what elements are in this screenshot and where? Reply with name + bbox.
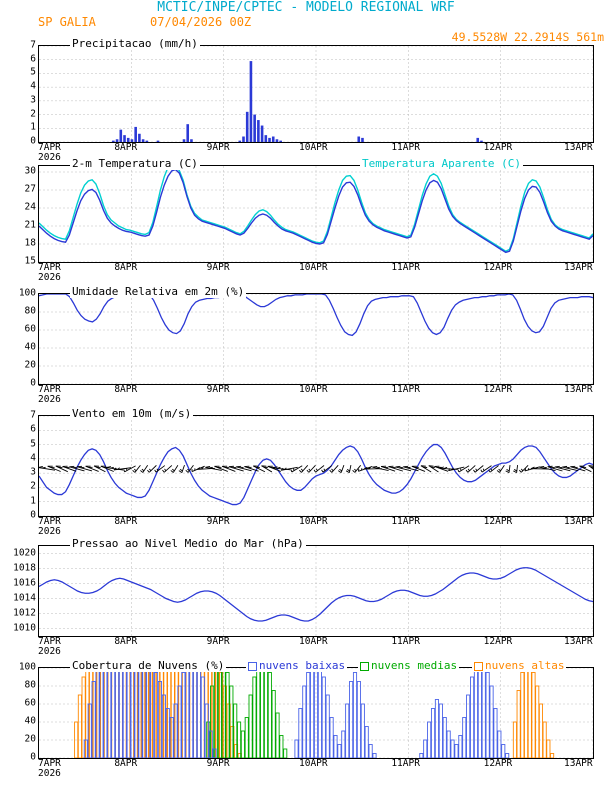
clouds-mid-label: nuvens medias <box>371 659 458 672</box>
clouds-xtick: 12APR <box>483 758 513 769</box>
wind-barb <box>307 465 316 472</box>
cloud-bar <box>443 718 446 759</box>
pressure-xtick: 8APR <box>114 636 138 647</box>
clouds-high-label: nuvens altas <box>485 659 565 672</box>
wind-barb <box>513 465 517 473</box>
pressure-ytick: 1012 <box>13 607 36 618</box>
temperature-ytick: 27 <box>24 183 36 195</box>
precipitation-xtick: 9APR <box>206 142 230 153</box>
clouds-plot <box>38 667 594 759</box>
panel-clouds <box>0 659 612 787</box>
pressure-xtick: 9APR <box>206 636 230 647</box>
cloud-bar <box>470 677 473 758</box>
humidity-xtick: 7APR <box>38 384 61 395</box>
pressure-xtick: 11APR <box>391 636 420 647</box>
wind-xtick: 10APR <box>299 516 328 527</box>
wind-barb <box>346 465 351 473</box>
pressure-ytick: 1016 <box>13 577 36 588</box>
cloud-bar <box>322 677 325 758</box>
precipitation-title: Precipitacao (mm/h) <box>72 37 198 50</box>
precipitation-ytick: 1 <box>30 121 36 133</box>
clouds-xtick: 10APR <box>299 758 328 769</box>
cloud-bar <box>326 695 329 758</box>
wind-barb <box>519 465 528 472</box>
cloud-bar <box>435 700 438 759</box>
wind-barb <box>222 466 235 471</box>
cloud-bar <box>268 673 271 759</box>
wind-barb <box>338 465 344 472</box>
cloud-bar <box>357 682 360 759</box>
humidity-title: Umidade Relativa em 2m (%) <box>72 285 245 298</box>
wind-xtick: 8APR <box>114 516 138 527</box>
humidity-xtick: 12APR <box>483 384 513 395</box>
clouds-ytick: 0 <box>30 751 36 763</box>
temperature-ytick: 21 <box>24 219 36 231</box>
precipitation-ytick: 3 <box>30 94 36 106</box>
cloud-bar <box>299 709 302 759</box>
cloud-bar <box>369 745 372 759</box>
clouds-xtick: 11APR <box>391 758 420 769</box>
clouds-title: Cobertura de Nuvens (%) <box>72 659 225 672</box>
temperature-xtick: 8APR <box>114 262 138 273</box>
cloud-bar <box>532 673 535 759</box>
page-title: MCTIC/INPE/CPTEC - MODELO REGIONAL WRF <box>157 0 455 15</box>
cloud-bar <box>424 740 427 758</box>
humidity-xtick: 9APR <box>206 384 230 395</box>
precipitation-canvas <box>39 46 593 142</box>
temperature-ytick: 30 <box>24 165 36 177</box>
precipitation-xtick: 7APR <box>38 142 61 153</box>
clouds-ytick: 40 <box>24 715 36 727</box>
precipitation-xtick: 11APR <box>391 142 420 153</box>
humidity-xtick: 11APR <box>391 384 420 395</box>
cloud-bar <box>455 745 458 759</box>
cloud-bar <box>451 740 454 758</box>
cloud-bar <box>272 691 275 759</box>
wind-year-label: 2026 <box>38 526 61 537</box>
temperature-xtick: 13APR <box>564 262 593 273</box>
wind-ytick: 0 <box>30 509 36 521</box>
pressure-xtick: 7APR <box>38 636 61 647</box>
cloud-bar <box>373 754 376 759</box>
clouds-low-legend <box>246 659 347 672</box>
panel-temperature <box>0 157 612 283</box>
pressure-title: Pressao ao Nivel Medio do Mar (hPa) <box>72 537 304 550</box>
clouds-canvas <box>39 668 593 758</box>
wind-barb <box>171 465 178 472</box>
temperature-year-label: 2026 <box>38 272 61 283</box>
precipitation-xtick: 8APR <box>114 142 138 153</box>
temperature-ytick: 15 <box>24 255 36 267</box>
pressure-ytick: 1010 <box>13 622 36 633</box>
wind-xtick: 11APR <box>391 516 420 527</box>
cloud-bar <box>318 668 321 758</box>
cloud-bar <box>249 695 252 758</box>
clouds-low-swatch <box>248 662 257 671</box>
wind-barb <box>179 465 185 472</box>
panel-humidity <box>0 285 612 405</box>
humidity-xtick: 10APR <box>299 384 328 395</box>
wind-ytick: 4 <box>30 452 36 464</box>
humidity-ytick: 40 <box>24 341 36 353</box>
precipitation-ytick: 5 <box>30 66 36 78</box>
humidity-plot <box>38 293 594 385</box>
clouds-ytick: 80 <box>24 679 36 691</box>
temperature-canvas <box>39 166 593 262</box>
pressure-xtick: 10APR <box>299 636 328 647</box>
run-date: 07/04/2026 00Z <box>150 15 252 29</box>
temperature-plot <box>38 165 594 263</box>
precipitation-ytick: 2 <box>30 108 36 120</box>
cloud-bar <box>365 727 368 759</box>
wind-barb <box>56 466 68 472</box>
wind-ytick: 5 <box>30 438 36 450</box>
pressure-xtick: 12APR <box>483 636 513 647</box>
clouds-xtick: 9APR <box>206 758 230 769</box>
cloud-bar <box>353 673 356 759</box>
humidity-xtick: 8APR <box>114 384 138 395</box>
cloud-bar <box>346 704 349 758</box>
cloud-bar <box>295 740 298 758</box>
cloud-bar <box>338 745 341 759</box>
cloud-bar <box>276 713 279 758</box>
pressure-canvas <box>39 546 593 636</box>
wind-plot <box>38 415 594 517</box>
cloud-bar <box>439 704 442 758</box>
cloud-bar <box>459 736 462 759</box>
cloud-bar <box>253 677 256 758</box>
cloud-bar <box>547 740 550 758</box>
cloud-bar <box>280 736 283 759</box>
apparent-temperature-legend: Temperatura Aparente (C) <box>362 157 521 170</box>
pressure-xtick: 13APR <box>564 636 593 647</box>
pressure-ytick: 1014 <box>13 592 36 603</box>
temperature-xtick: 9APR <box>206 262 230 273</box>
wind-ytick: 2 <box>30 480 36 492</box>
cloud-bar <box>478 668 481 758</box>
clouds-ytick: 20 <box>24 733 36 745</box>
precipitation-ytick: 6 <box>30 53 36 65</box>
humidity-xtick: 13APR <box>564 384 593 395</box>
cloud-bar <box>431 709 434 759</box>
precipitation-xtick: 12APR <box>483 142 513 153</box>
cloud-bar <box>420 754 423 759</box>
precipitation-year-label: 2026 <box>38 152 61 163</box>
humidity-canvas <box>39 294 593 384</box>
cloud-bar <box>82 677 85 758</box>
clouds-ytick: 100 <box>18 661 36 673</box>
cloud-bar <box>245 718 248 759</box>
temperature-xtick: 10APR <box>299 262 328 273</box>
clouds-mid-legend <box>358 659 459 672</box>
cloud-bar <box>474 668 477 758</box>
cloud-bar <box>334 736 337 759</box>
wind-xtick: 13APR <box>564 516 593 527</box>
clouds-ytick: 60 <box>24 697 36 709</box>
cloud-bar <box>551 754 554 759</box>
humidity-ytick: 100 <box>18 287 36 299</box>
wind-ytick: 3 <box>30 466 36 478</box>
cloud-bar <box>502 745 505 759</box>
cloud-bar <box>447 731 450 758</box>
clouds-xtick: 8APR <box>114 758 138 769</box>
cloud-bar <box>264 668 267 758</box>
cloud-bar <box>307 673 310 759</box>
cloud-bar <box>78 695 81 758</box>
precipitation-ytick: 0 <box>30 135 36 147</box>
pressure-ytick: 1018 <box>13 562 36 573</box>
temperature-ytick: 24 <box>24 201 36 213</box>
precipitation-ytick: 7 <box>30 39 36 51</box>
cloud-bar <box>311 668 314 758</box>
humidity-ytick: 0 <box>30 377 36 389</box>
clouds-mid-swatch <box>360 662 369 671</box>
wind-ytick: 7 <box>30 409 36 421</box>
cloud-bar <box>486 673 489 759</box>
precipitation-xtick: 10APR <box>299 142 328 153</box>
humidity-ytick: 60 <box>24 323 36 335</box>
humidity-ytick: 20 <box>24 359 36 371</box>
cloud-bar <box>528 668 531 758</box>
clouds-year-label: 2026 <box>38 768 61 779</box>
wind-barb <box>579 466 591 472</box>
temperature-xtick: 12APR <box>483 262 513 273</box>
wind-barb <box>94 466 105 472</box>
cloud-bar <box>524 668 527 758</box>
wind-barb <box>133 465 141 472</box>
cloud-bar <box>539 704 542 758</box>
panel-wind <box>0 407 612 537</box>
clouds-low-label: nuvens baixas <box>259 659 346 672</box>
wind-title: Vento em 10m (m/s) <box>72 407 192 420</box>
temperature-xtick: 11APR <box>391 262 420 273</box>
wind-canvas <box>39 416 593 516</box>
wind-xtick: 7APR <box>38 516 61 527</box>
wind-barb <box>506 465 510 473</box>
wind-barb <box>140 465 147 472</box>
humidity-year-label: 2026 <box>38 394 61 405</box>
cloud-bar <box>361 704 364 758</box>
wind-ytick: 1 <box>30 495 36 507</box>
cloud-bar <box>463 718 466 759</box>
temperature-title: 2-m Temperatura (C) <box>72 157 198 170</box>
pressure-ytick: 1020 <box>13 547 36 558</box>
cloud-bar <box>257 668 260 758</box>
cloud-bar <box>350 682 353 759</box>
precipitation-ytick: 4 <box>30 80 36 92</box>
pressure-year-label: 2026 <box>38 646 61 657</box>
clouds-high-legend <box>472 659 566 672</box>
cloud-bar <box>521 673 524 759</box>
cloud-bar <box>482 668 485 758</box>
precipitation-plot <box>38 45 594 143</box>
wind-xtick: 9APR <box>206 516 230 527</box>
station-name: SP GALIA <box>38 15 96 29</box>
station-coordinates: 49.5528W 22.2914S 561m <box>451 30 604 44</box>
clouds-high-swatch <box>474 662 483 671</box>
cloud-bar <box>494 709 497 759</box>
panel-pressure <box>0 537 612 658</box>
cloud-bar <box>284 749 287 758</box>
cloud-bar <box>342 731 345 758</box>
wind-xtick: 12APR <box>483 516 513 527</box>
temperature-xtick: 7APR <box>38 262 61 273</box>
cloud-bar <box>467 695 470 758</box>
precipitation-xtick: 13APR <box>564 142 593 153</box>
cloud-bar <box>330 718 333 759</box>
pressure-plot <box>38 545 594 637</box>
cloud-bar <box>517 691 520 759</box>
cloud-bar <box>261 668 264 758</box>
temperature-ytick: 18 <box>24 237 36 249</box>
clouds-xtick: 7APR <box>38 758 61 769</box>
clouds-xtick: 13APR <box>564 758 593 769</box>
humidity-ytick: 80 <box>24 305 36 317</box>
wind-ytick: 6 <box>30 423 36 435</box>
